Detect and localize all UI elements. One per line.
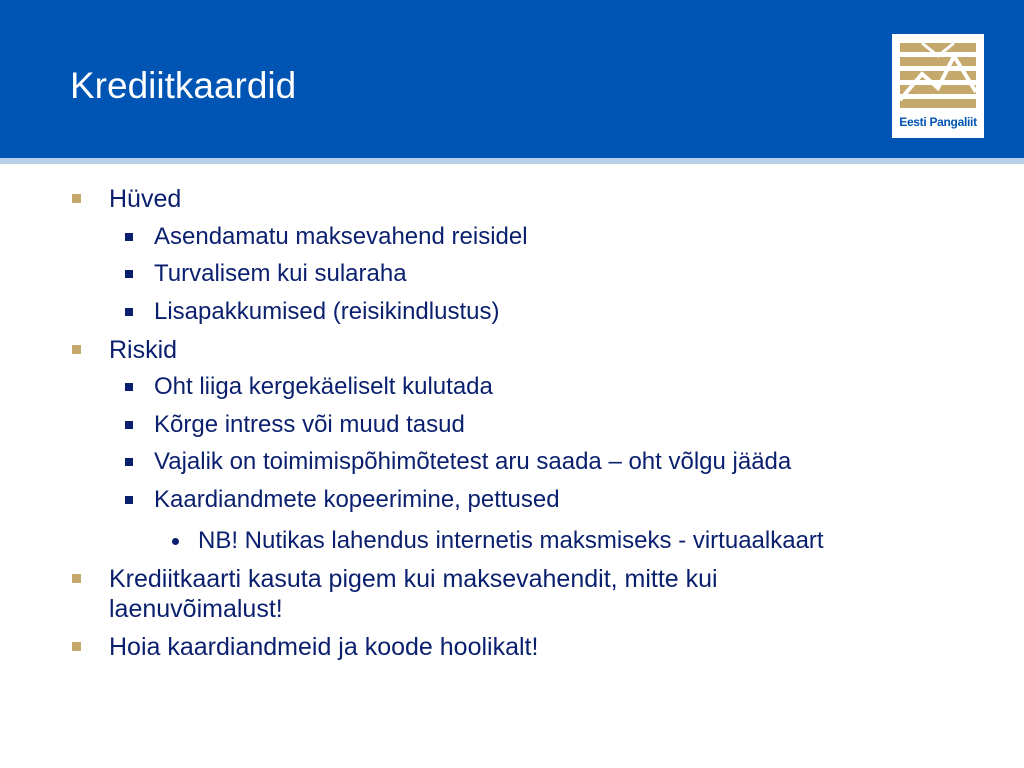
bullet-marker: [125, 270, 133, 278]
list-item: Kaardiandmete kopeerimine, pettused: [154, 486, 560, 513]
list-item: NB! Nutikas lahendus internetis maksmiseks - virtuaalkaart: [198, 527, 824, 554]
list-item: Vajalik on toimimispõhimõtetest aru saada – oht võlgu jääda: [154, 448, 792, 475]
list-item: Riskid: [109, 336, 178, 364]
logo-text: Eesti Pangaliit: [899, 115, 977, 129]
bullet-marker: [125, 308, 133, 316]
bullet-marker: [125, 496, 133, 504]
bullet-marker: [125, 458, 133, 466]
list-item: Kõrge intress või muud tasud: [154, 411, 465, 438]
bullet-marker: [125, 233, 133, 241]
list-item: Oht liiga kergekäeliselt kulutada: [154, 373, 493, 400]
bullet-marker: [72, 345, 81, 354]
list-item: Krediitkaarti kasuta pigem kui maksevahendit, mitte kui: [109, 565, 718, 593]
list-item: Hoia kaardiandmeid ja koode hoolikalt!: [109, 633, 539, 661]
bullet-marker: [72, 642, 81, 651]
bullet-marker: [125, 421, 133, 429]
bullet-marker: [72, 194, 81, 203]
bullet-marker: [72, 574, 81, 583]
bullet-marker: [172, 538, 179, 545]
slide-title: Krediitkaardid: [70, 65, 297, 106]
list-item: Lisapakkumised (reisikindlustus): [154, 298, 500, 325]
list-item: Turvalisem kui sularaha: [154, 260, 407, 287]
list-item: Hüved: [109, 185, 182, 213]
bullet-marker: [125, 383, 133, 391]
list-item-continuation: laenuvõimalust!: [109, 595, 283, 623]
list-item: Asendamatu maksevahend reisidel: [154, 223, 528, 250]
